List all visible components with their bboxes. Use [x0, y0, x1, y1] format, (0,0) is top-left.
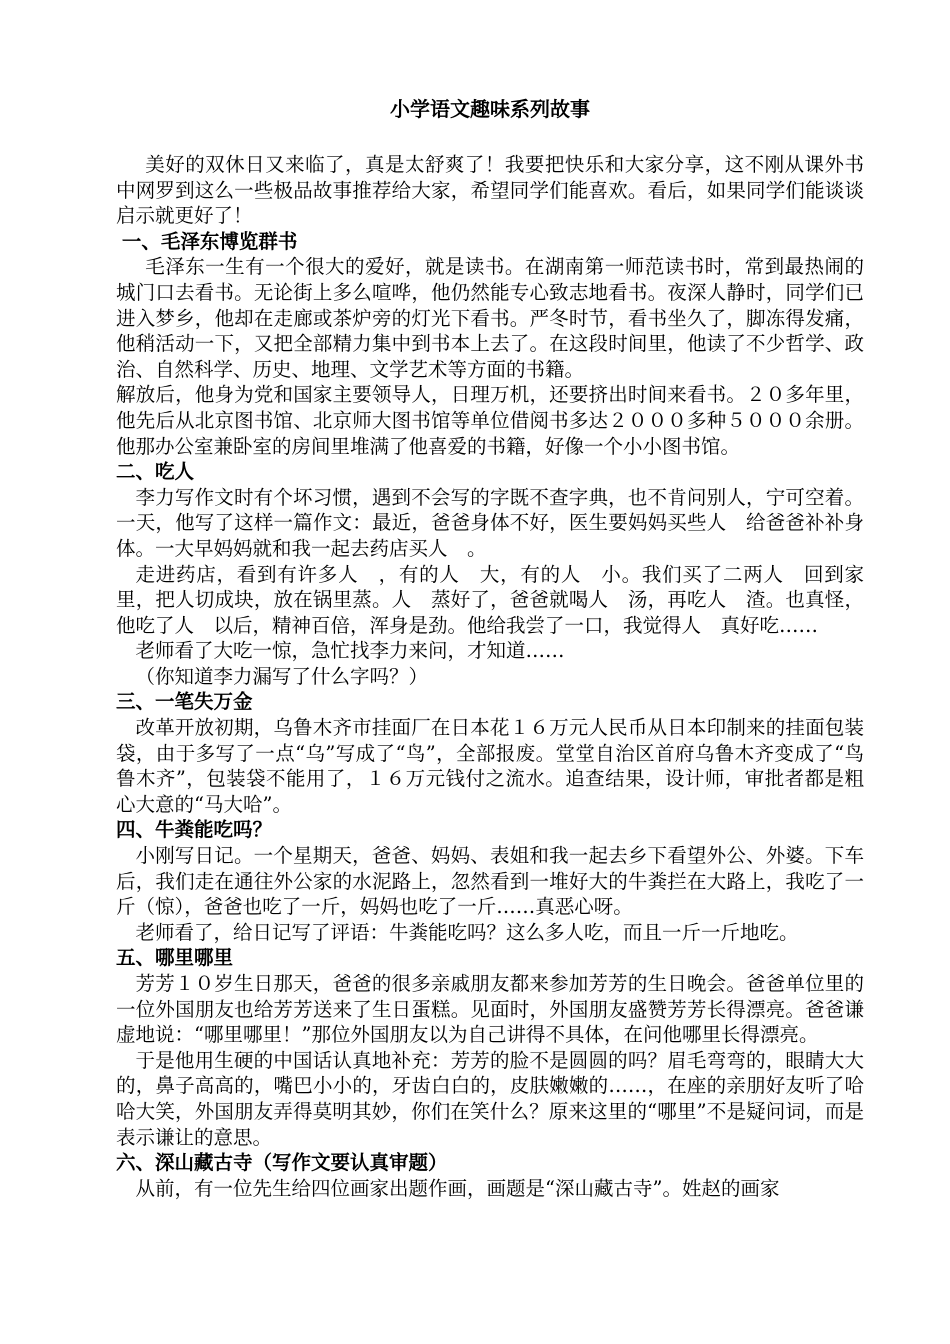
document-page [116, 96, 864, 1201]
section-5-paragraph-2: 于是他用生硬的中国话认真地补充：芳芳的脸不是圆圆的吗？眉毛弯弯的，眼睛大大的，鼻子高高的，嘴巴小小的，牙齿白白的，皮肤嫩嫩的……，在座的亲朋好友听了哈哈大笑，外国朋友弄得莫明其妙，你们在笑什么？原来这里的“哪里”不是疑问词，而是表示谦让的意思。 [116, 1048, 864, 1149]
section-2-paragraph-2: 走进药店，看到有许多人 ，有的人 大，有的人 小。我们买了二两人 回到家里，把人切成块，放在锅里蒸。人 蒸好了，爸爸就喝人 汤，再吃人 渣。也真怪，他吃了人 以后，精神百倍，浑身是劲。他给我尝了一口，我觉得人 真好吃…… [116, 562, 864, 637]
section-5-paragraph-1: 芳芳１０岁生日那天，爸爸的很多亲戚朋友都来参加芳芳的生日晚会。爸爸单位里的一位外国朋友也给芳芳送来了生日蛋糕。见面时，外国朋友盛赞芳芳长得漂亮。爸爸谦虚地说：“哪里哪里！”那位外国朋友以为自己讲得不具体，在问他哪里长得漂亮。 [116, 972, 864, 1047]
section-heading-3: 三、一笔失万金 [116, 690, 253, 714]
section-2-paragraph-1: 李力写作文时有个坏习惯，遇到不会写的字既不查字典，也不肯问别人，宁可空着。一天，他写了这样一篇作文：最近，爸爸身体不好，医生要妈妈买些人 给爸爸补补身体。一大早妈妈就和我一起去药店买人 。 [116, 485, 864, 560]
intro-paragraph: 美好的双休日又来临了，真是太舒爽了！我要把快乐和大家分享，这不刚从课外书中网罗到这么一些极品故事推荐给大家，希望同学们能喜欢。看后，如果同学们能谈谈启示就更好了！ [116, 153, 864, 228]
document-title: 小学语文趣味系列故事 [390, 97, 590, 121]
section-3-paragraph-1: 改革开放初期，乌鲁木齐市挂面厂在日本花１６万元人民币从日本印制来的挂面包装袋，由于多写了一点“乌”写成了“鸟”，全部报废。堂堂自治区首府乌鲁木齐变成了“鸟鲁木齐”，包装袋不能用了，１６万元钱付之流水。追查结果，设计师，审批者都是粗心大意的“马大哈”。 [116, 716, 864, 816]
section-1-paragraph-1: 毛泽东一生有一个很大的爱好，就是读书。在湖南第一师范读书时，常到最热闹的城门口去看书。无论街上多么喧哗，他仍然能专心致志地看书。夜深人静时，同学们已进入梦乡，他却在走廊或茶炉旁的灯光下看书。严冬时节，看书坐久了，脚冻得发痛，他稍活动一下，又把全部精力集中到书本上去了。在这段时间里，他读了不少哲学、政治、自然科学、历史、地理、文学艺术等方面的书籍。 [116, 255, 864, 381]
section-heading-2: 二、吃人 [116, 460, 195, 484]
section-4-paragraph-2: 老师看了，给日记写了评语：牛粪能吃吗？这么多人吃，而且一斤一斤地吃。 [135, 920, 799, 944]
section-2-paragraph-3: 老师看了大吃一惊，急忙找李力来问，才知道…… [135, 639, 565, 663]
section-heading-6: 六、深山藏古寺（写作文要认真审题） [116, 1151, 448, 1175]
section-4-paragraph-1: 小刚写日记。一个星期天，爸爸、妈妈、表姐和我一起去乡下看望外公、外婆。下车后，我们走在通往外公家的水泥路上，忽然看到一堆好大的牛粪拦在大路上，我吃了一斤（惊），爸爸也吃了一斤，妈妈也吃了一斤……真恶心呀。 [116, 844, 864, 919]
section-2-paragraph-4: （你知道李力漏写了什么字吗？） [135, 664, 429, 688]
section-1-paragraph-2: 解放后，他身为党和国家主要领导人，日理万机，还要挤出时间来看书。２０多年里，他先后从北京图书馆、北京师大图书馆等单位借阅书多达２０００多种５０００余册。他那办公室兼卧室的房间里堆满了他喜爱的书籍，好像一个小小图书馆。 [116, 383, 864, 458]
section-6-paragraph-1: 从前，有一位先生给四位画家出题作画，画题是“深山藏古寺”。姓赵的画家 [135, 1176, 780, 1200]
section-heading-5: 五、哪里哪里 [116, 946, 234, 970]
section-heading-4: 四、牛粪能吃吗？ [116, 818, 273, 842]
section-heading-1: 一、毛泽东博览群书 [121, 229, 298, 253]
